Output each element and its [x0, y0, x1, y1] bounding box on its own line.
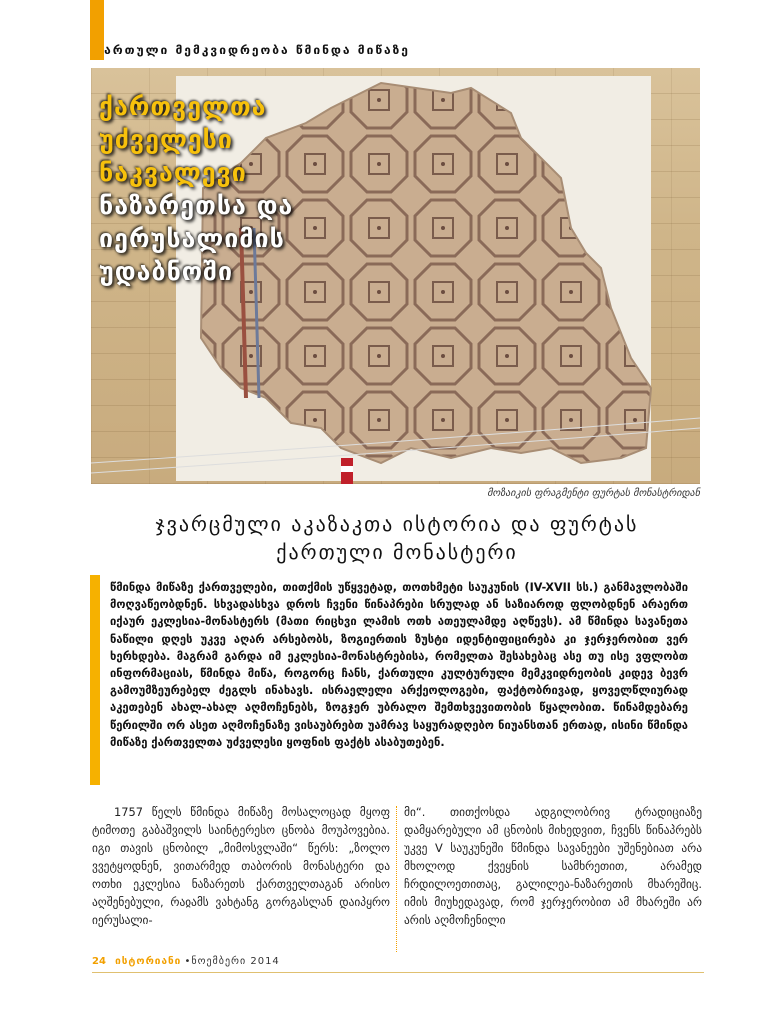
lead-paragraph-block — [90, 575, 702, 785]
headline-line-3: ნაკვალევი — [99, 158, 247, 187]
article-title — [92, 510, 702, 566]
headline-line-1: ქართველთა — [99, 92, 267, 121]
headline-line-6: უდაბნოში — [99, 257, 234, 286]
article-title-line-2: ქართული მონასტერი — [276, 540, 518, 564]
section-label-text: ართული მემკვიდრეობა წმინდა მიწაზე — [104, 43, 410, 57]
footer-rule — [92, 972, 704, 973]
section-label-initial: ქ — [92, 38, 105, 59]
photo-headline — [99, 90, 399, 288]
photo-caption: მოზაიკის ფრაგმენტი ფურტას მონასტრიდან — [487, 488, 700, 499]
mosaic-photo — [91, 68, 700, 484]
page-footer — [92, 956, 280, 967]
issue-date: •ნოემბერი 2014 — [184, 956, 280, 967]
lead-paragraph: წმინდა მიწაზე ქართველები, თითქმის უწყვეტად, თოთხმეტი საუკუნის (IV-XVII სს.) განმავლობაში მოღვაწეობდნენ. სხვადასხვა დროს ჩვენი წინაპრები სრულად ან საზიაროდ ფლობდნენ არაერთ იქაურ ეკლესია-მონასტერს (მათი რიცხვი ლამის ოთხ ათეულამდე აღწევს). ამ წმინდა სავანეთა ნაწილი დღეს უკვე აღარ არსებობს, ზოგიერთის ზუსტი იდენტიფიცირება კი ჯერჯერობით ვერ ხერხდება. მაგრამ გარდა იმ ეკლესია-მონასტრებისა, რომელთა შესახებაც ასე თუ ისე ვფლობთ ინფორმაციას, წმინდა მიწა, როგორც ჩანს, ქართული კულტურული მემკვიდრეობის კიდევ ბევრ გამოუმზეურებელ ძეგლს ინახავს. ისრაელელი არქეოლოგები, ფაქტობრივად, ყოველწლიურად აკეთებენ ახალ-ახალ აღმოჩენებს, ზოგჯერ უბრალო შემთხვევითობის წყალობით. წინამდებარე წერილში ორ ასეთ აღმოჩენაზე ვისაუბრებთ უამრავ საყურადღებო ნიუანსთან ერთად, ისინი წმინდა მიწაზე ქართველთა უძველესი ყოფნის ფაქტს ასაბუთებენ. — [110, 581, 688, 749]
headline-line-2: უძველესი — [99, 125, 233, 154]
article-title-line-1: ჯვარცმული აკაზაკთა ისტორია და ფურტას — [155, 512, 639, 536]
page-number: 24 — [92, 956, 106, 967]
body-column-right: მი“. თითქოსდა ადგილობრივ ტრადიციაზე დამყარებული ამ ცნობის მიხედვით, ჩვენს წინაპრებს უკვე V საუკუნეში წმინდა სავანეები უშენებიათ არა მხოლოდ ქვეყნის სამხრეთით, არამედ ჩრდილოეთითაც, გალილეა-ნაზარეთის მხარეშიც. იმის მიუხედავად, რომ ჯერჯერობით ამ მხარეში არ არის აღმოჩენილი — [404, 805, 702, 927]
headline-line-5: იერუსალიმის — [99, 224, 285, 253]
column-divider — [396, 806, 397, 952]
body-column-left: 1757 წელს წმინდა მიწაზე მოსალოცად მყოფ ტიმოთე გაბაშვილს საინტერესო ცნობა მოუპოვებია. იგი თავის ცნობილ „მიმოსვლაში“ წერს: „ზოლო ვვეტყოდნენ, ვითარმედ თაბორის მონასტერი და ოთხი ეკლესია ნაზარეთს ქართველთაგან არისო აღშენებული, რაჲამს ვახტანგ გორგასლან დაიპყრო იერუსალი- — [92, 805, 390, 927]
magazine-name: ისტორიანი — [115, 956, 182, 967]
section-label — [92, 38, 410, 59]
headline-line-4: ნაზარეთსა და — [99, 191, 294, 220]
